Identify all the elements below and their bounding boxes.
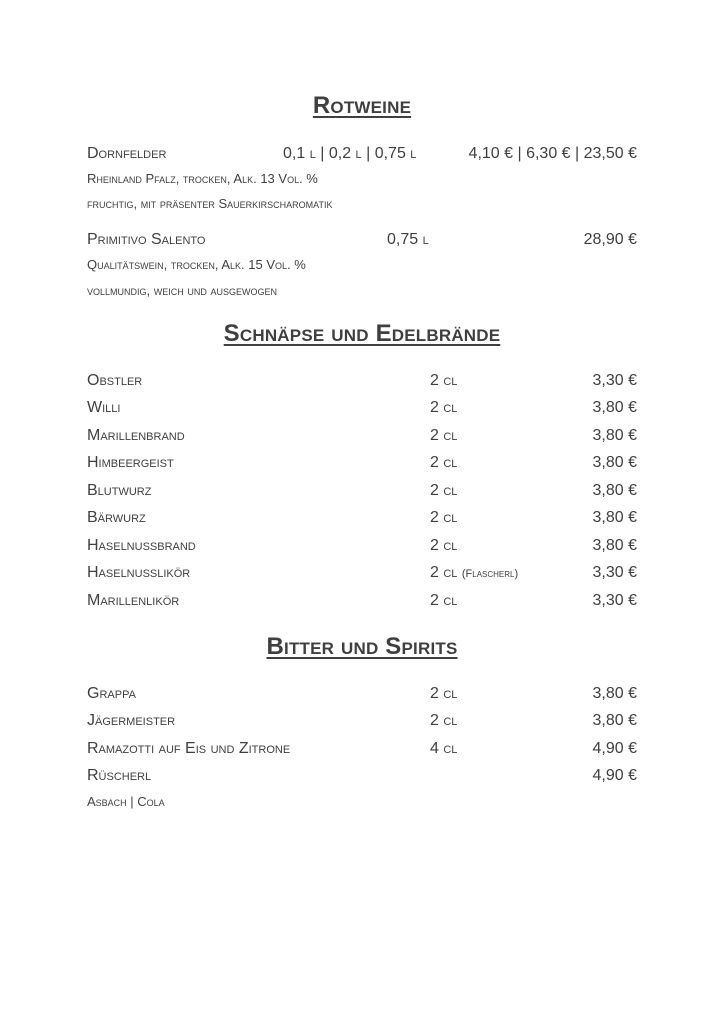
item-amount: 0,75 l bbox=[387, 231, 429, 248]
menu-item bbox=[87, 535, 637, 557]
item-name: Obstler bbox=[87, 372, 143, 389]
item-amount: 2 cl bbox=[430, 537, 458, 554]
item-price: 3,80 € bbox=[592, 482, 637, 499]
item-price: 3,30 € bbox=[592, 592, 637, 609]
item-name: Bärwurz bbox=[87, 509, 146, 526]
item-amount: 2 cl bbox=[430, 712, 458, 729]
item-description: fruchtig, mit präsenter Sauerkirscharomatik bbox=[87, 196, 333, 211]
item-amount: 2 cl bbox=[430, 372, 458, 389]
item-description: Rheinland Pfalz, trocken, Alk. 13 Vol. % bbox=[87, 171, 318, 186]
menu-item-dornfelder bbox=[87, 143, 637, 165]
item-name: Grappa bbox=[87, 685, 136, 702]
item-amount: 0,1 l | 0,2 l | 0,75 l bbox=[283, 145, 417, 162]
menu-item bbox=[87, 562, 637, 584]
item-price: 3,80 € bbox=[592, 427, 637, 444]
section-title-schnaepse: Schnäpse und Edelbrände bbox=[223, 320, 501, 347]
item-name: Jägermeister bbox=[87, 712, 176, 729]
item-description: Qualitätswein, trocken, Alk. 15 Vol. % bbox=[87, 257, 306, 272]
item-price: 3,30 € bbox=[592, 564, 637, 581]
item-amount-value: 2 cl bbox=[430, 564, 458, 581]
item-amount bbox=[430, 562, 518, 585]
item-price: 3,80 € bbox=[592, 454, 637, 471]
item-name: Marillenlikör bbox=[87, 592, 180, 609]
menu-item bbox=[87, 425, 637, 447]
item-price: 4,90 € bbox=[592, 740, 637, 757]
item-price: 3,30 € bbox=[592, 372, 637, 389]
item-description: Asbach | Cola bbox=[87, 794, 165, 809]
menu-item bbox=[87, 397, 637, 419]
item-name: Blutwurz bbox=[87, 482, 152, 499]
menu-item bbox=[87, 683, 637, 705]
menu-item bbox=[87, 710, 637, 732]
item-amount: 2 cl bbox=[430, 509, 458, 526]
item-price: 3,80 € bbox=[592, 685, 637, 702]
menu-item bbox=[87, 738, 637, 760]
menu-item bbox=[87, 370, 637, 392]
menu-item bbox=[87, 590, 637, 612]
menu-item bbox=[87, 765, 637, 787]
item-price: 3,80 € bbox=[592, 509, 637, 526]
item-name: Himbeergeist bbox=[87, 454, 174, 471]
item-note: (Flascherl) bbox=[461, 568, 519, 580]
item-name: Primitivo Salento bbox=[87, 231, 206, 248]
item-amount: 2 cl bbox=[430, 482, 458, 499]
menu-item-primitivo-salento bbox=[87, 229, 637, 251]
item-name: Marillenbrand bbox=[87, 427, 185, 444]
item-name: Willi bbox=[87, 399, 121, 416]
item-amount: 2 cl bbox=[430, 427, 458, 444]
menu-item bbox=[87, 480, 637, 502]
menu-item bbox=[87, 507, 637, 529]
section-title-bitter: Bitter und Spirits bbox=[266, 633, 458, 660]
item-name: Haselnusslikör bbox=[87, 564, 191, 581]
item-amount: 2 cl bbox=[430, 454, 458, 471]
item-price: 4,90 € bbox=[592, 767, 637, 784]
item-price: 3,80 € bbox=[592, 399, 637, 416]
item-amount: 4 cl bbox=[430, 740, 458, 757]
item-name: Rüscherl bbox=[87, 767, 152, 784]
item-amount: 2 cl bbox=[430, 399, 458, 416]
section-title-rotweine: Rotweine bbox=[312, 92, 412, 119]
item-price: 3,80 € bbox=[592, 537, 637, 554]
item-price: 28,90 € bbox=[583, 231, 637, 248]
item-description: vollmundig, weich und ausgewogen bbox=[87, 283, 277, 298]
item-amount: 2 cl bbox=[430, 592, 458, 609]
item-name: Ramazotti auf Eis und Zitrone bbox=[87, 740, 291, 757]
menu-item bbox=[87, 452, 637, 474]
item-price: 3,80 € bbox=[592, 712, 637, 729]
item-price: 4,10 € | 6,30 € | 23,50 € bbox=[468, 145, 637, 162]
item-name: Haselnussbrand bbox=[87, 537, 196, 554]
item-amount: 2 cl bbox=[430, 685, 458, 702]
item-name: Dornfelder bbox=[87, 145, 167, 162]
